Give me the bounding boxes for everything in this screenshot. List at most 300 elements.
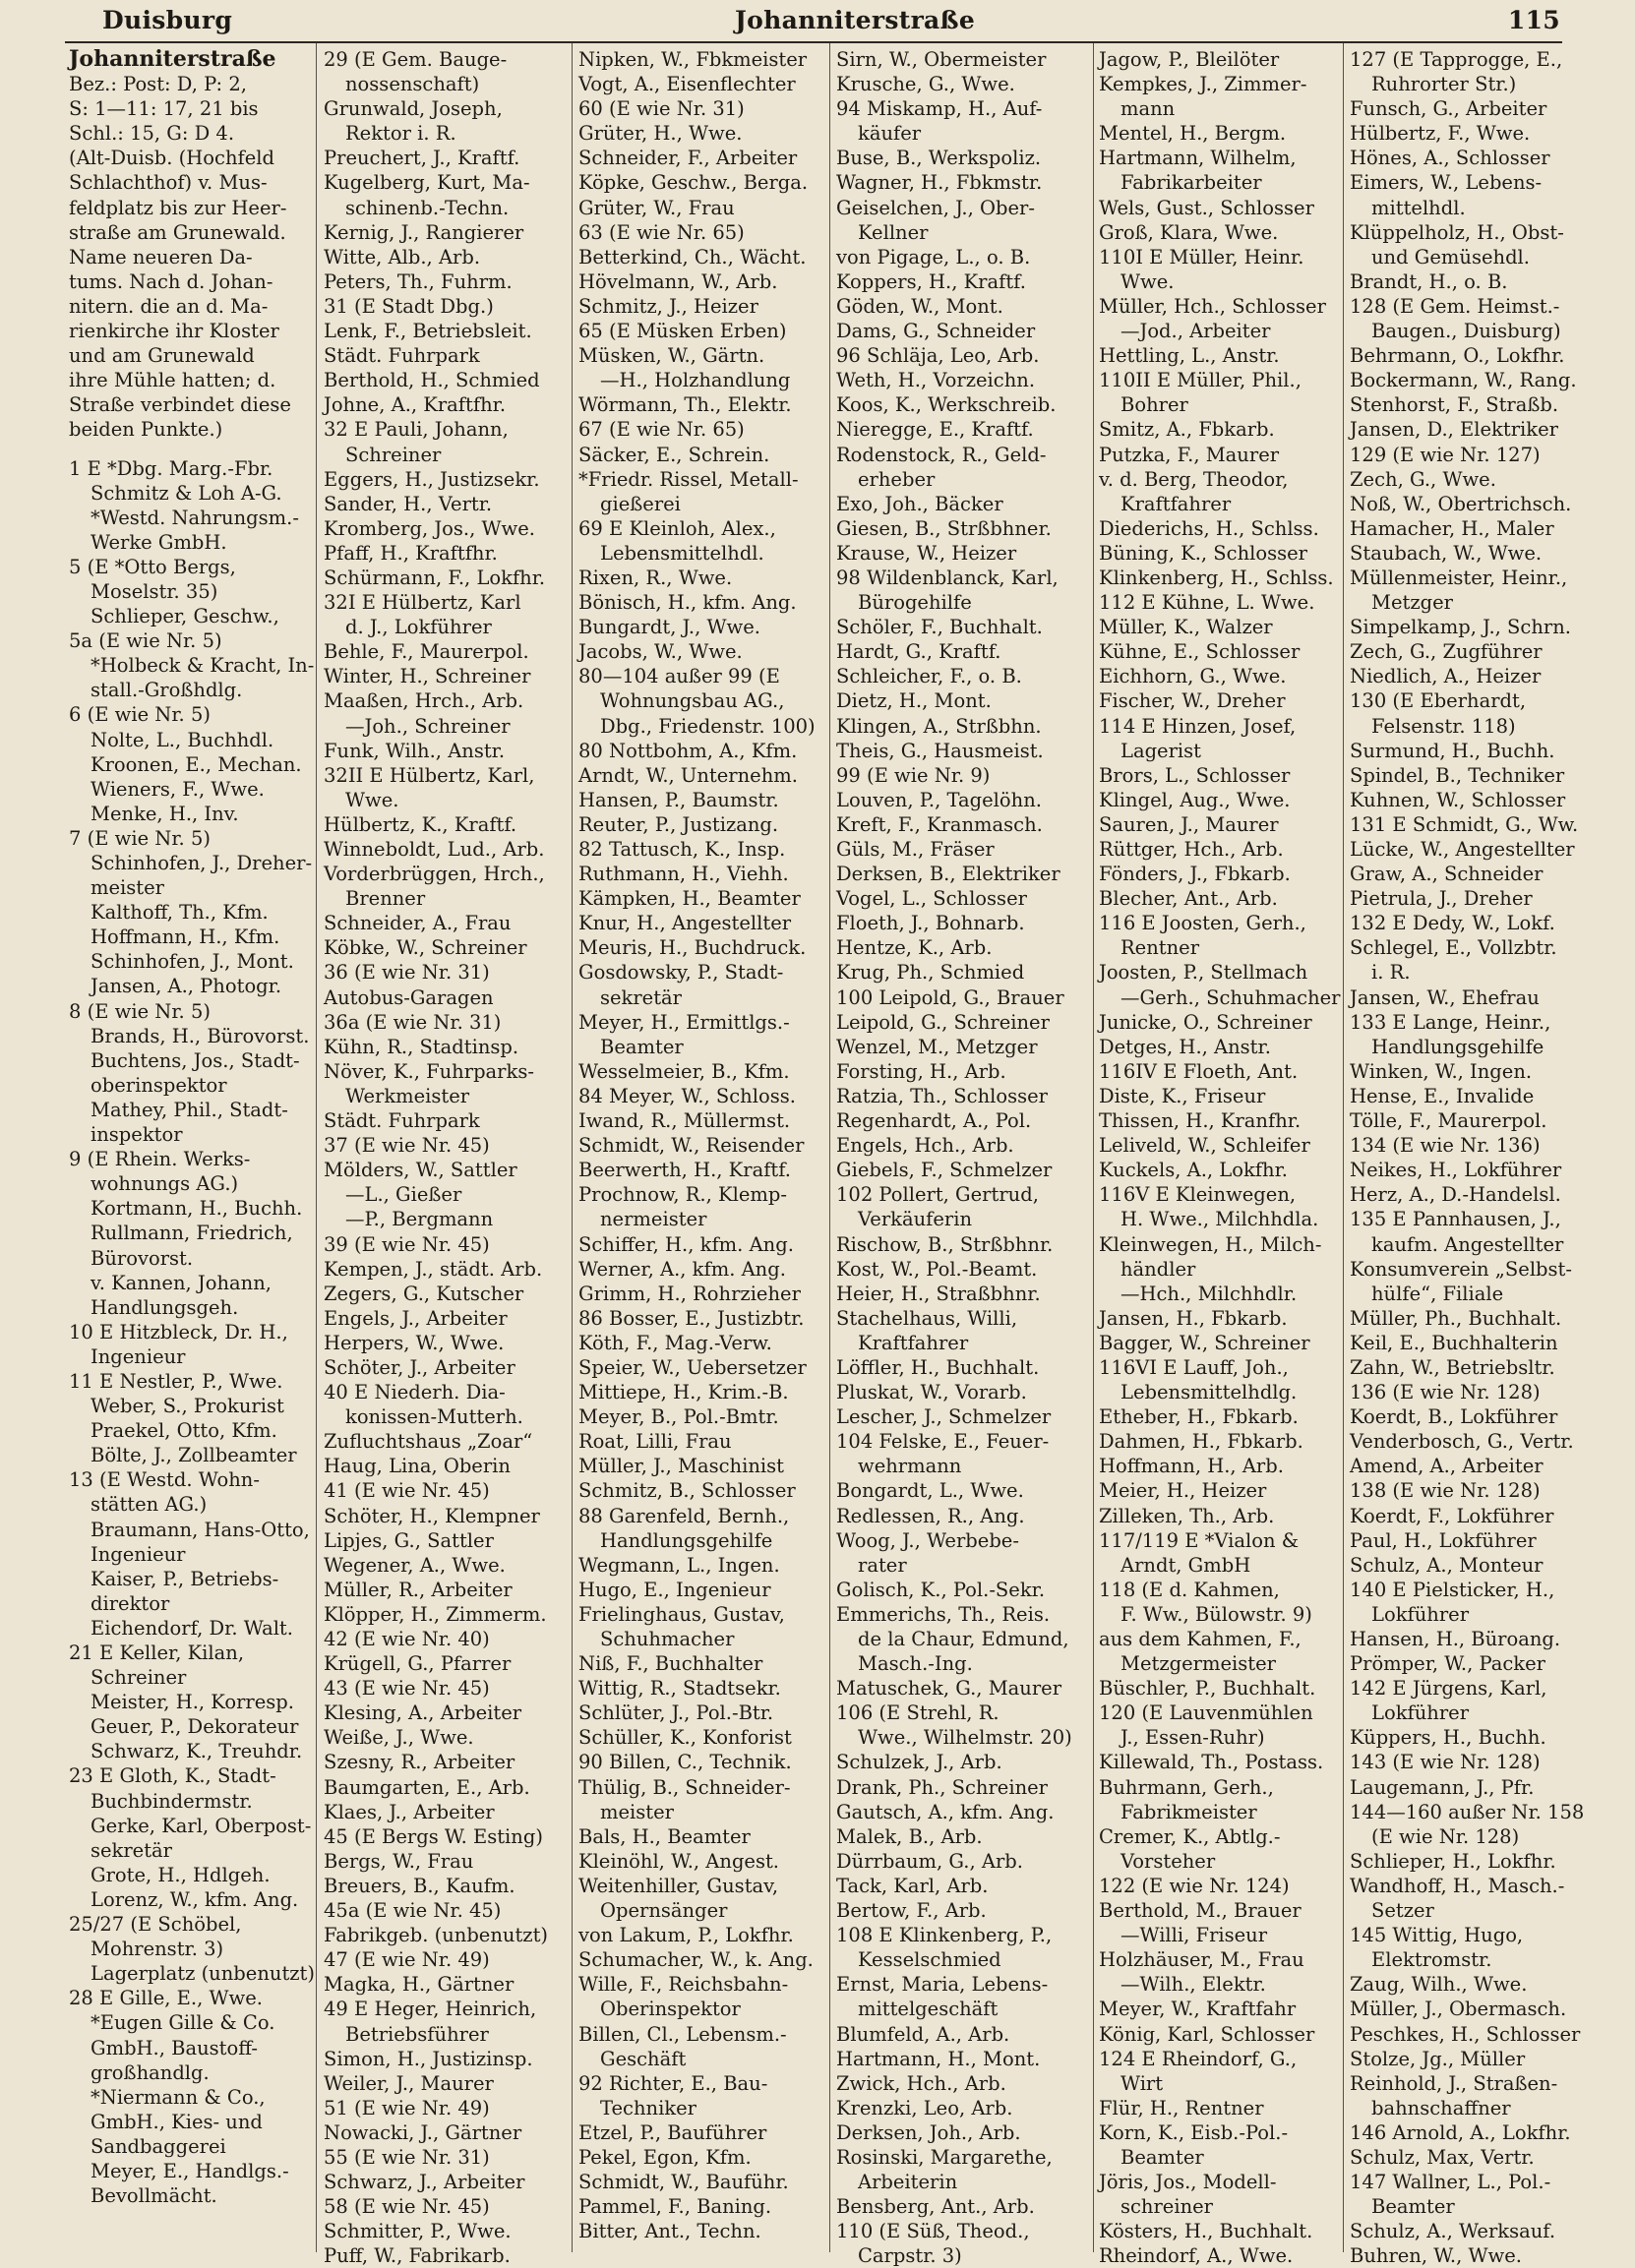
directory-entry: Beamter — [1120, 2145, 1204, 2169]
directory-entry: Kempen, J., städt. Arb. — [324, 1257, 543, 1281]
directory-entry: Schmidt, W., Reisender — [578, 1134, 805, 1158]
directory-entry: Müller, J., Maschinist — [578, 1455, 784, 1478]
directory-entry: und am Grunewald — [69, 344, 255, 368]
directory-entry: Breuers, B., Kaufm. — [324, 1874, 515, 1897]
directory-entry: Schmitz, B., Schlosser — [578, 1479, 796, 1503]
header-rule — [65, 41, 1562, 43]
directory-entry: Spindel, B., Techniker — [1350, 763, 1565, 787]
directory-entry: Kuhnen, W., Schlosser — [1350, 788, 1566, 811]
directory-entry: 114 E Hinzen, Josef, — [1099, 714, 1297, 738]
directory-entry: Stachelhaus, Willi, — [836, 1306, 1018, 1330]
directory-entry: Krause, W., Heizer — [836, 541, 1017, 565]
directory-entry: Güls, M., Fräser — [836, 838, 995, 861]
directory-entry: 7 (E wie Nr. 5) — [69, 826, 211, 850]
directory-entry: Schlegel, E., Vollzbtr. — [1350, 936, 1557, 960]
directory-entry: Forsting, H., Arb. — [836, 1059, 1006, 1083]
directory-entry: 40 E Niederh. Dia- — [324, 1381, 506, 1404]
directory-entry: Schneider, F., Arbeiter — [578, 147, 798, 170]
directory-entry: Hülbertz, K., Kraftf. — [324, 812, 517, 836]
directory-entry: Dbg., Friedenstr. 100) — [600, 714, 816, 738]
directory-entry: oberinspektor — [91, 1073, 227, 1097]
header-street: Johanniterstraße — [735, 6, 976, 34]
directory-entry: Pluskat, W., Vorarb. — [836, 1381, 1027, 1404]
directory-entry: Wohnungsbau AG., — [600, 689, 785, 713]
directory-entry: 134 (E wie Nr. 136) — [1350, 1134, 1541, 1158]
directory-entry: —Wilh., Elektr. — [1120, 1973, 1266, 1997]
header-page-number: 115 — [1507, 6, 1560, 34]
directory-entry: 32I E Hülbertz, Karl — [324, 591, 521, 615]
directory-column-4 — [836, 47, 1091, 2268]
directory-entry: 132 E Dedy, W., Lokf. — [1350, 912, 1555, 935]
directory-entry: Geiselchen, J., Ober- — [836, 196, 1035, 219]
directory-entry: Drank, Ph., Schreiner — [836, 1775, 1048, 1799]
directory-entry: Kösters, H., Buchhalt. — [1099, 2220, 1313, 2243]
directory-entry: Wörmann, Th., Elektr. — [578, 393, 792, 417]
directory-entry: i. R. — [1371, 961, 1411, 985]
directory-entry: Kraftfahrer — [1120, 492, 1232, 515]
directory-entry: Etheber, H., Fbkarb. — [1099, 1405, 1299, 1429]
directory-entry: 45a (E wie Nr. 45) — [324, 1899, 502, 1923]
directory-entry: Schürmann, F., Lokfhr. — [324, 566, 546, 589]
directory-entry: Kortmann, H., Buchh. — [91, 1197, 303, 1221]
directory-entry: meister — [600, 1800, 674, 1823]
directory-entry: —Joh., Schreiner — [345, 714, 511, 738]
directory-entry: Winter, H., Schreiner — [324, 665, 531, 688]
directory-entry: käufer — [858, 122, 922, 146]
directory-entry: Rixen, R., Wwe. — [578, 566, 733, 589]
directory-entry: Schreiner — [91, 1666, 187, 1690]
directory-entry: Schwarz, J., Arbeiter — [324, 2171, 525, 2194]
directory-entry: 127 (E Tapprogge, E., — [1350, 48, 1563, 71]
directory-entry: Rektor i. R. — [345, 122, 456, 146]
directory-entry: Derksen, B., Elektriker — [836, 863, 1060, 886]
directory-entry: Hettling, L., Anstr. — [1099, 344, 1280, 368]
directory-entry: 130 (E Eberhardt, — [1350, 689, 1527, 713]
directory-entry: Köpke, Geschw., Bergа. — [578, 171, 809, 195]
directory-entry: Smitz, A., Fbkarb. — [1099, 418, 1275, 442]
directory-entry: Brenner — [345, 887, 426, 911]
directory-entry: 23 E Gloth, K., Stadt- — [69, 1764, 276, 1788]
directory-entry: Schulz, A., Monteur — [1350, 1553, 1544, 1577]
directory-entry: straße am Grunewald. — [69, 220, 286, 244]
directory-entry: Meister, H., Korresp. — [91, 1691, 294, 1714]
directory-entry: Malek, B., Arb. — [836, 1824, 983, 1848]
directory-entry: Buhrmann, Gerh., — [1099, 1775, 1274, 1799]
directory-entry: Felsenstr. 118) — [1371, 714, 1516, 738]
directory-entry: Metzger — [1371, 591, 1453, 615]
directory-entry: Städt. Fuhrpark — [324, 1109, 480, 1133]
directory-entry: schreiner — [1120, 2195, 1214, 2219]
directory-entry: Praekel, Otto, Kfm. — [91, 1419, 277, 1443]
directory-entry: Dürrbaum, G., Arb. — [836, 1849, 1023, 1873]
directory-entry: Mentel, H., Bergm. — [1099, 122, 1287, 146]
directory-column-3 — [578, 47, 827, 2242]
directory-entry: Wieners, F., Wwe. — [91, 777, 265, 801]
directory-entry: Növer, K., Fuhrparks- — [324, 1059, 534, 1083]
directory-entry: d. J., Lokführer — [345, 616, 492, 639]
directory-entry: Klaes, J., Arbeiter — [324, 1800, 495, 1823]
directory-entry: Meyer, W., Kraftfahr — [1099, 1998, 1297, 2021]
directory-entry: 84 Meyer, W., Schloss. — [578, 1084, 796, 1107]
directory-entry: 92 Richter, E., Bau- — [578, 2071, 768, 2095]
directory-entry: Kroonen, E., Mechan. — [91, 752, 302, 776]
directory-entry: Verkäuferin — [858, 1208, 973, 1231]
directory-entry: Müller, K., Walzer — [1099, 616, 1273, 639]
directory-entry: Haug, Lina, Oberin — [324, 1455, 511, 1478]
directory-entry: Grote, H., Hdlgeh. — [91, 1863, 271, 1886]
directory-entry: Paul, H., Lokführer — [1350, 1528, 1537, 1552]
directory-entry: Lagerist — [1120, 739, 1201, 762]
directory-entry: 43 (E wie Nr. 45) — [324, 1677, 490, 1701]
directory-entry: Keil, E., Buchhalterin — [1350, 1331, 1558, 1354]
directory-entry: Klöpper, H., Zimmerm. — [324, 1602, 547, 1626]
directory-entry: Handlungsgehilfe — [1371, 1035, 1544, 1058]
directory-entry: Schleicher, F., o. B. — [836, 665, 1022, 688]
directory-entry: Kellner — [858, 220, 929, 244]
directory-entry: Hönes, A., Schlosser — [1350, 147, 1550, 170]
directory-entry: Krusche, G., Wwe. — [836, 73, 1015, 96]
directory-entry: Wandhoff, H., Masch.- — [1350, 1874, 1565, 1897]
directory-entry: Metzgermeister — [1120, 1652, 1276, 1676]
directory-entry: Bungardt, J., Wwe. — [578, 616, 760, 639]
directory-entry: Brors, L., Schlosser — [1099, 763, 1291, 787]
directory-entry: Iwand, R., Müllermst. — [578, 1109, 791, 1133]
directory-entry: *Holbeck & Kracht, In- — [91, 654, 315, 678]
directory-entry: Prochnow, R., Klemp- — [578, 1183, 787, 1207]
directory-entry: Schlieper, H., Lokfhr. — [1350, 1849, 1556, 1873]
directory-entry: Fabrikmeister — [1120, 1800, 1257, 1823]
directory-entry: —Willi, Friseur — [1120, 1924, 1268, 1947]
directory-entry: Blumfeld, A., Arb. — [836, 2022, 1010, 2046]
directory-entry: 80 Nottbohm, A., Kfm. — [578, 739, 798, 762]
directory-entry: (E wie Nr. 128) — [1371, 1824, 1520, 1848]
directory-entry: Fischer, W., Dreher — [1099, 689, 1286, 713]
directory-entry: 118 (E d. Kahmen, — [1099, 1578, 1280, 1601]
directory-entry: 144—160 außer Nr. 158 — [1350, 1800, 1585, 1823]
directory-entry: Laugemann, J., Pfr. — [1350, 1775, 1535, 1799]
directory-entry: Frielinghaus, Gustav, — [578, 1602, 785, 1626]
directory-entry: Hövelmann, W., Arb. — [578, 269, 778, 293]
directory-entry: rienkirche ihr Kloster — [69, 320, 279, 343]
directory-entry: Schinhofen, J., Mont. — [91, 950, 294, 974]
directory-entry: sekretär — [600, 985, 683, 1009]
directory-entry: 112 E Kühne, L. Wwe. — [1099, 591, 1315, 615]
directory-entry: Fabrikarbeiter — [1120, 171, 1262, 195]
directory-entry: Jöris, Jos., Modell- — [1099, 2171, 1277, 2194]
directory-entry: Kühn, R., Stadtinsp. — [324, 1035, 519, 1058]
directory-entry: Küppers, H., Buchh. — [1350, 1726, 1546, 1750]
directory-entry: Müller, Ph., Buchhalt. — [1350, 1306, 1562, 1330]
directory-entry: Engels, Hch., Arb. — [836, 1134, 1014, 1158]
directory-entry: Venderbosch, G., Vertr. — [1350, 1430, 1574, 1454]
directory-entry: Meyer, H., Ermittlgs.- — [578, 1010, 790, 1034]
directory-entry: Hansen, P., Baumstr. — [578, 788, 779, 811]
directory-entry: Lebensmittelhdl. — [600, 541, 764, 565]
directory-entry: 108 E Klinkenberg, P., — [836, 1924, 1053, 1947]
directory-entry: Bergs, W., Frau — [324, 1849, 474, 1873]
directory-entry: Arbeiterin — [858, 2171, 958, 2194]
directory-entry: (Alt-Duisb. (Hochfeld — [69, 147, 274, 170]
directory-entry: Schöler, F., Buchhalt. — [836, 616, 1043, 639]
directory-entry: Vorderbrüggen, Hrch., — [324, 863, 545, 886]
directory-entry: v. d. Berg, Theodor, — [1099, 467, 1289, 491]
directory-entry: Funsch, G., Arbeiter — [1350, 97, 1547, 121]
directory-entry: Köbke, W., Schreiner — [324, 936, 527, 960]
directory-entry: Krenzki, Leo, Arb. — [836, 2096, 1013, 2119]
directory-entry: Geuer, P., Dekorateur — [91, 1715, 299, 1739]
directory-entry: Oberinspektor — [600, 1998, 741, 2021]
directory-column-5 — [1099, 47, 1341, 2268]
directory-entry: Buchtens, Jos., Stadt- — [91, 1048, 300, 1072]
directory-entry: 39 (E wie Nr. 45) — [324, 1232, 490, 1256]
directory-entry: 98 Wildenblanck, Karl, — [836, 566, 1059, 589]
directory-entry: Betriebsführer — [345, 2022, 489, 2046]
directory-entry: wehrmann — [858, 1455, 962, 1478]
directory-entry: Arndt, GmbH — [1120, 1553, 1251, 1577]
directory-entry: Grunwald, Joseph, — [324, 97, 503, 121]
column-divider — [1343, 43, 1344, 2252]
directory-entry: Groß, Klara, Wwe. — [1099, 220, 1279, 244]
directory-entry: 51 (E wie Nr. 49) — [324, 2096, 490, 2119]
directory-entry: 47 (E wie Nr. 49) — [324, 1948, 490, 1972]
directory-entry: Wille, F., Reichsbahn- — [578, 1973, 789, 1997]
directory-entry: 36a (E wie Nr. 31) — [324, 1010, 502, 1034]
directory-entry: Meier, H., Heizer — [1099, 1479, 1267, 1503]
directory-entry: Magka, H., Gärtner — [324, 1973, 515, 1997]
directory-entry: Billen, Cl., Lebensm.- — [578, 2022, 787, 2046]
directory-entry: 37 (E wie Nr. 45) — [324, 1134, 490, 1158]
directory-entry: Matuschek, G., Maurer — [836, 1677, 1062, 1701]
directory-entry: Graw, A., Schneider — [1350, 863, 1544, 886]
directory-entry: Elektromstr. — [1371, 1948, 1492, 1972]
directory-entry: ihre Mühle hatten; d. — [69, 369, 276, 392]
directory-entry: Vorsteher — [1120, 1849, 1216, 1873]
directory-entry: Jacobs, W., Wwe. — [578, 640, 743, 664]
directory-entry: Mölders, W., Sattler — [324, 1159, 517, 1182]
directory-entry: Bürovorst. — [91, 1246, 194, 1270]
directory-entry: bahnschaffner — [1371, 2096, 1511, 2119]
directory-entry: Hansen, H., Büroang. — [1350, 1628, 1561, 1650]
directory-entry: direktor — [91, 1591, 170, 1615]
directory-entry: —P., Bergmann — [345, 1208, 494, 1231]
directory-entry: Killewald, Th., Postass. — [1099, 1751, 1324, 1774]
directory-entry: 120 (E Lauvenmühlen — [1099, 1701, 1313, 1725]
directory-entry: Zahn, W., Betriebsltr. — [1350, 1355, 1555, 1379]
directory-entry: nitern. die an d. Ma- — [69, 294, 269, 318]
directory-entry: 116IV E Floeth, Ant. — [1099, 1059, 1299, 1083]
directory-entry: von Lakum, P., Lokfhr. — [578, 1924, 794, 1947]
directory-entry: 129 (E wie Nr. 127) — [1350, 443, 1541, 466]
directory-entry: 110I E Müller, Heinr. — [1099, 245, 1304, 269]
directory-entry: inspektor — [91, 1123, 183, 1147]
directory-entry: Schiffer, H., kfm. Ang. — [578, 1232, 794, 1256]
directory-entry: Lokführer — [1371, 1701, 1470, 1725]
directory-entry: Zaug, Wilh., Wwe. — [1350, 1973, 1528, 1997]
page-header — [0, 6, 1635, 41]
directory-entry: Ingenieur — [91, 1542, 186, 1566]
directory-entry: Puff, W., Fabrikarb. — [324, 2244, 511, 2268]
directory-entry: Zegers, G., Kutscher — [324, 1282, 524, 1305]
directory-entry: Weber, S., Prokurist — [91, 1395, 284, 1418]
directory-entry: Rheindorf, A., Wwe. — [1099, 2244, 1294, 2268]
directory-entry: Hugo, E., Ingenieur — [578, 1578, 771, 1601]
directory-entry: Zufluchtshaus „Zoar“ — [324, 1430, 533, 1454]
directory-column-6 — [1350, 47, 1585, 2268]
directory-entry: Schmitz, J., Heizer — [578, 294, 758, 318]
directory-entry: 60 (E wie Nr. 31) — [578, 97, 745, 121]
directory-entry: Schreiner — [345, 443, 442, 466]
directory-entry: Eichendorf, Dr. Walt. — [91, 1616, 293, 1640]
directory-entry: Witte, Alb., Arb. — [324, 245, 481, 269]
directory-entry: Schl.: 15, G: D 4. — [69, 122, 235, 146]
directory-entry: Moselstr. 35) — [91, 579, 218, 603]
directory-entry: Büschler, P., Buchhalt. — [1099, 1677, 1316, 1701]
column-divider — [316, 43, 317, 2252]
directory-entry: Nipken, W., Fbkmeister — [578, 48, 808, 71]
directory-entry: Emmerichs, Th., Reis. — [836, 1602, 1051, 1626]
directory-entry: Setzer — [1371, 1899, 1434, 1923]
directory-entry: Baumgarten, E., Arb. — [324, 1775, 530, 1799]
directory-entry: Betterkind, Ch., Wächt. — [578, 245, 807, 269]
directory-entry: Müsken, W., Gärtn. — [578, 344, 765, 368]
directory-entry: von Pigage, L., o. B. — [836, 245, 1031, 269]
directory-entry: Handlungsgeh. — [91, 1295, 239, 1319]
directory-entry: Wirt — [1120, 2071, 1164, 2095]
directory-entry: Schinhofen, J., Dreher- — [91, 852, 313, 874]
directory-entry: 116 E Joosten, Gerh., — [1099, 912, 1306, 935]
directory-entry: Fönders, J., Fbkarb. — [1099, 863, 1291, 886]
directory-entry: Zech, G., Wwe. — [1350, 467, 1496, 491]
directory-entry: S: 1—11: 17, 21 bis — [69, 97, 259, 121]
directory-entry: Niedlich, A., Heizer — [1350, 665, 1542, 688]
directory-entry: Jansen, A., Photogr. — [91, 975, 282, 998]
directory-entry: Thülig, B., Schneider- — [578, 1775, 791, 1799]
directory-entry: Berthold, H., Schmied — [324, 369, 540, 392]
directory-entry: Kuckels, A., Lokfhr. — [1099, 1159, 1288, 1182]
directory-entry: Schöter, J., Arbeiter — [324, 1355, 515, 1379]
directory-entry: 82 Tattusch, K., Insp. — [578, 838, 786, 861]
directory-entry: Schlieper, Geschw., — [91, 605, 279, 628]
directory-entry: Kernig, J., Rangierer — [324, 220, 524, 244]
directory-entry: Vogt, A., Eisenflechter — [578, 73, 796, 96]
directory-entry: Louven, P., Tagelöhn. — [836, 788, 1042, 811]
directory-entry: Schulz, Max, Vertr. — [1350, 2145, 1535, 2169]
directory-entry: Weth, H., Vorzeichn. — [836, 369, 1036, 392]
directory-entry: F. Ww., Bülowstr. 9) — [1120, 1602, 1312, 1626]
directory-entry: Zwick, Hch., Arb. — [836, 2071, 1006, 2095]
directory-entry: 116V E Kleinwegen, — [1099, 1183, 1297, 1207]
directory-entry: Cremer, K., Abtlg.- — [1099, 1824, 1281, 1848]
directory-entry: Lenk, F., Betriebsleit. — [324, 320, 532, 343]
directory-entry: Kaiser, P., Betriebs- — [91, 1567, 279, 1590]
directory-entry: Peschkes, H., Schlosser — [1350, 2022, 1581, 2046]
directory-entry: Schulzek, J., Arb. — [836, 1751, 1002, 1774]
directory-entry: Behle, F., Maurerpol. — [324, 640, 529, 664]
directory-entry: Exo, Joh., Bäcker — [836, 492, 1003, 515]
directory-entry: Bongardt, L., Wwe. — [836, 1479, 1024, 1503]
directory-entry: Bensberg, Ant., Arb. — [836, 2195, 1035, 2219]
directory-entry: Buhren, W., Wwe. — [1350, 2244, 1522, 2268]
directory-entry: Leliveld, W., Schleifer — [1099, 1134, 1310, 1158]
directory-entry: 136 (E wie Nr. 128) — [1350, 1381, 1541, 1404]
directory-entry: Schmitz & Loh A-G. — [91, 481, 282, 505]
directory-entry: Beamter — [1371, 2195, 1455, 2219]
directory-entry: 55 (E wie Nr. 31) — [324, 2145, 490, 2169]
directory-entry: Detges, H., Anstr. — [1099, 1035, 1271, 1058]
directory-entry: Müller, J., Obermasch. — [1350, 1998, 1567, 2021]
directory-entry: Peters, Th., Fuhrm. — [324, 269, 513, 293]
directory-entry: Jagow, P., Bleilöter — [1099, 48, 1280, 71]
directory-entry: 42 (E wie Nr. 40) — [324, 1628, 490, 1650]
directory-entry: Hartmann, Wilhelm, — [1099, 147, 1297, 170]
directory-entry: Ruthmann, H., Viehh. — [578, 863, 789, 886]
directory-entry: Koerdt, F., Lokführer — [1350, 1504, 1554, 1527]
directory-entry: Nolte, L., Buchhdl. — [91, 728, 274, 751]
directory-entry: Krug, Ph., Schmied — [836, 961, 1025, 985]
directory-entry: Krügell, G., Pfarrer — [324, 1652, 512, 1676]
directory-entry: Stenhorst, F., Straßb. — [1350, 393, 1559, 417]
directory-entry: Wels, Gust., Schlosser — [1099, 196, 1314, 219]
directory-entry: meister — [91, 876, 164, 900]
directory-entry: Kleinwegen, H., Milch- — [1099, 1232, 1322, 1256]
directory-entry: 138 (E wie Nr. 128) — [1350, 1479, 1541, 1503]
directory-entry: Junicke, O., Schreiner — [1099, 1010, 1312, 1034]
directory-entry: 142 E Jürgens, Karl, — [1350, 1677, 1547, 1701]
directory-entry: Bitter, Ant., Techn. — [578, 2220, 761, 2243]
directory-entry: Speier, W., Uebersetzer — [578, 1355, 807, 1379]
directory-entry: Zilleken, Th., Arb. — [1099, 1504, 1275, 1527]
directory-entry: 143 (E wie Nr. 128) — [1350, 1751, 1541, 1774]
directory-entry: Wenzel, M., Metzger — [836, 1035, 1038, 1058]
directory-entry: Blecher, Ant., Arb. — [1099, 887, 1278, 911]
directory-entry: 147 Wallner, L., Pol.- — [1350, 2171, 1551, 2194]
directory-entry: Grüter, W., Frau — [578, 196, 735, 219]
directory-entry: Meyer, E., Handlgs.- — [91, 2159, 289, 2182]
directory-entry: Hoffmann, H., Kfm. — [91, 925, 280, 949]
directory-entry: Büning, K., Schlosser — [1099, 541, 1307, 565]
directory-entry: Noß, W., Obertrichsch. — [1350, 492, 1572, 515]
entry-gap — [69, 443, 314, 456]
directory-entry: 32II E Hülbertz, Karl, — [324, 763, 535, 787]
directory-entry: Autobus-Garagen — [324, 985, 494, 1009]
directory-entry: Staubach, W., Wwe. — [1350, 541, 1543, 565]
directory-entry: Berthold, M., Brauer — [1099, 1899, 1302, 1923]
directory-entry: Handlungsgehilfe — [600, 1528, 773, 1552]
directory-entry: Buchbindermstr. — [91, 1789, 253, 1813]
directory-entry: Gosdowsky, P., Stadt- — [578, 961, 784, 985]
directory-entry: tums. Nach d. Johan- — [69, 269, 273, 293]
directory-entry: mittelhdl. — [1371, 196, 1466, 219]
directory-entry: Surmund, H., Buchh. — [1350, 739, 1555, 762]
directory-entry: —L., Gießer — [345, 1183, 462, 1207]
directory-entry: Brandt, H., o. B. — [1350, 269, 1508, 293]
directory-entry: Hamacher, H., Maler — [1350, 516, 1554, 540]
directory-entry: 116VI E Lauff, Joh., — [1099, 1355, 1289, 1379]
directory-entry: Braumann, Hans-Otto, — [91, 1518, 310, 1541]
directory-entry: 58 (E wie Nr. 45) — [324, 2195, 490, 2219]
directory-entry: —H., Holzhandlung — [600, 369, 791, 392]
directory-entry: Johne, A., Kraftfhr. — [324, 393, 507, 417]
directory-entry: Hardt, G., Kraftf. — [836, 640, 1001, 664]
directory-entry: Tack, Karl, Arb. — [836, 1874, 989, 1897]
directory-entry: Flür, H., Rentner — [1099, 2096, 1264, 2119]
directory-entry: Diste, K., Friseur — [1099, 1084, 1266, 1107]
directory-entry: Tölle, F., Maurerpol. — [1350, 1109, 1547, 1133]
directory-entry: Golisch, K., Pol.-Sekr. — [836, 1578, 1046, 1601]
directory-entry: Etzel, P., Bauführer — [578, 2120, 767, 2144]
directory-entry: —Hch., Milchhdlr. — [1120, 1282, 1298, 1305]
directory-entry: 90 Billen, C., Technik. — [578, 1751, 792, 1774]
